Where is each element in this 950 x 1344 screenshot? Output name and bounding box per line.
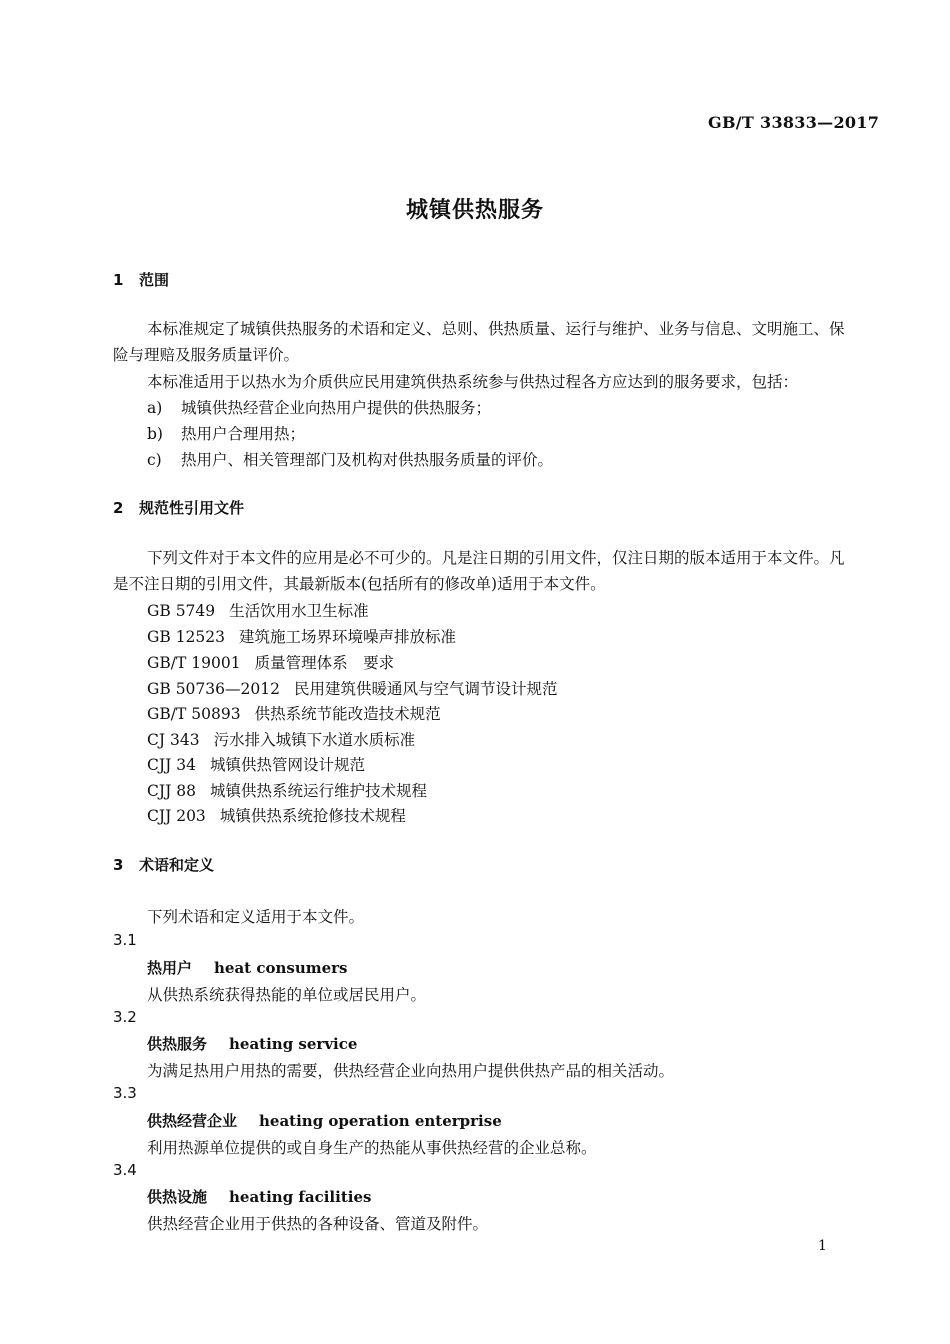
list-item bbox=[147, 422, 305, 444]
reference-name: 民用建筑供暖通风与空气调节设计规范 bbox=[293, 680, 558, 698]
document-title: 城镇供热服务 bbox=[405, 198, 544, 223]
section-number: 1 bbox=[113, 271, 124, 289]
term-number: 3.3 bbox=[113, 1084, 137, 1102]
reference-code: GB 12523 bbox=[147, 628, 226, 646]
term-definition: 供热经营企业用于供热的各种设备、管道及附件。 bbox=[147, 1215, 489, 1233]
reference-item bbox=[147, 677, 557, 699]
term-definition: 利用热源单位提供的或自身生产的热能从事供热经营的企业总称。 bbox=[147, 1139, 597, 1157]
reference-code: GB 5749 bbox=[147, 602, 216, 620]
reference-name: 生活饮用水卫生标准 bbox=[229, 602, 369, 620]
reference-name: 城镇供热系统运行维护技术规程 bbox=[209, 782, 427, 800]
list-item-text: 热用户、相关管理部门及机构对供热服务质量的评价。 bbox=[181, 451, 554, 469]
term-chinese: 供热设施 bbox=[147, 1188, 208, 1206]
reference-code: GB 50736—2012 bbox=[147, 680, 280, 698]
term-english: heating service bbox=[229, 1035, 358, 1053]
reference-name: 供热系统节能改造技术规范 bbox=[254, 705, 441, 723]
reference-name: 建筑施工场界环境噪声排放标准 bbox=[239, 628, 457, 646]
term-definition: 为满足热用户用热的需要，供热经营企业向热用户提供供热产品的相关活动。 bbox=[147, 1062, 675, 1080]
section-number: 2 bbox=[113, 499, 124, 517]
section-heading-references bbox=[113, 497, 244, 518]
term-english: heat consumers bbox=[214, 959, 348, 977]
term-number: 3.1 bbox=[113, 931, 137, 949]
term-english: heating facilities bbox=[229, 1188, 372, 1206]
reference-item bbox=[147, 651, 394, 673]
scope-paragraph: 本标准规定了城镇供热服务的术语和定义、总则、供热质量、运行与维护、业务与信息、文明施工、保险与理赔及服务质量评价。 bbox=[113, 320, 845, 364]
reference-code: GB/T 19001 bbox=[147, 654, 241, 672]
term-heading bbox=[147, 1186, 371, 1207]
reference-name: 城镇供热管网设计规范 bbox=[209, 756, 365, 774]
term-chinese: 热用户 bbox=[147, 959, 193, 977]
term-definition: 从供热系统获得热能的单位或居民用户。 bbox=[147, 986, 427, 1004]
terms-intro: 下列术语和定义适用于本文件。 bbox=[147, 908, 365, 926]
scope-applicability: 本标准适用于以热水为介质供应民用建筑供热系统参与供热过程各方应达到的服务要求，包括： bbox=[147, 373, 799, 391]
reference-name: 污水排入城镇下水道水质标准 bbox=[213, 731, 416, 749]
term-chinese: 供热服务 bbox=[147, 1035, 208, 1053]
references-intro: 下列文件对于本文件的应用是必不可少的。凡是注日期的引用文件，仅注日期的版本适用于本文件。凡是不注日期的引用文件，其最新版本(包括所有的修改单)适用于本文件。 bbox=[113, 549, 845, 593]
reference-name: 城镇供热系统抢修技术规程 bbox=[219, 807, 406, 825]
term-number: 3.4 bbox=[113, 1161, 137, 1179]
reference-code: CJJ 34 bbox=[147, 756, 196, 774]
reference-item bbox=[147, 728, 415, 750]
reference-code: CJ 343 bbox=[147, 731, 200, 749]
list-item bbox=[147, 396, 491, 418]
section-title: 范围 bbox=[139, 271, 170, 289]
section-title: 术语和定义 bbox=[139, 856, 215, 874]
list-item bbox=[147, 448, 553, 470]
section-heading-scope bbox=[113, 269, 169, 290]
reference-code: GB/T 50893 bbox=[147, 705, 241, 723]
reference-code: CJJ 203 bbox=[147, 807, 206, 825]
reference-item bbox=[147, 804, 406, 826]
term-number: 3.2 bbox=[113, 1008, 137, 1026]
reference-code: CJJ 88 bbox=[147, 782, 196, 800]
list-item-text: 城镇供热经营企业向热用户提供的供热服务； bbox=[181, 399, 492, 417]
standard-code: GB/T 33833—2017 bbox=[708, 113, 880, 132]
list-item-tag: c) bbox=[147, 451, 162, 469]
term-heading bbox=[147, 957, 348, 978]
section-number: 3 bbox=[113, 856, 124, 874]
section-title: 规范性引用文件 bbox=[139, 499, 245, 517]
page-number: 1 bbox=[818, 1238, 827, 1254]
term-heading bbox=[147, 1110, 502, 1131]
section-heading-terms bbox=[113, 854, 214, 875]
reference-item bbox=[147, 625, 456, 647]
reference-item bbox=[147, 599, 369, 621]
reference-item bbox=[147, 753, 365, 775]
term-heading bbox=[147, 1033, 357, 1054]
list-item-text: 热用户合理用热； bbox=[181, 425, 306, 443]
reference-name: 质量管理体系 要求 bbox=[254, 654, 395, 672]
term-chinese: 供热经营企业 bbox=[147, 1112, 238, 1130]
reference-item bbox=[147, 702, 441, 724]
term-english: heating operation enterprise bbox=[259, 1112, 502, 1130]
list-item-tag: a) bbox=[147, 399, 163, 417]
reference-item bbox=[147, 779, 427, 801]
list-item-tag: b) bbox=[147, 425, 163, 443]
